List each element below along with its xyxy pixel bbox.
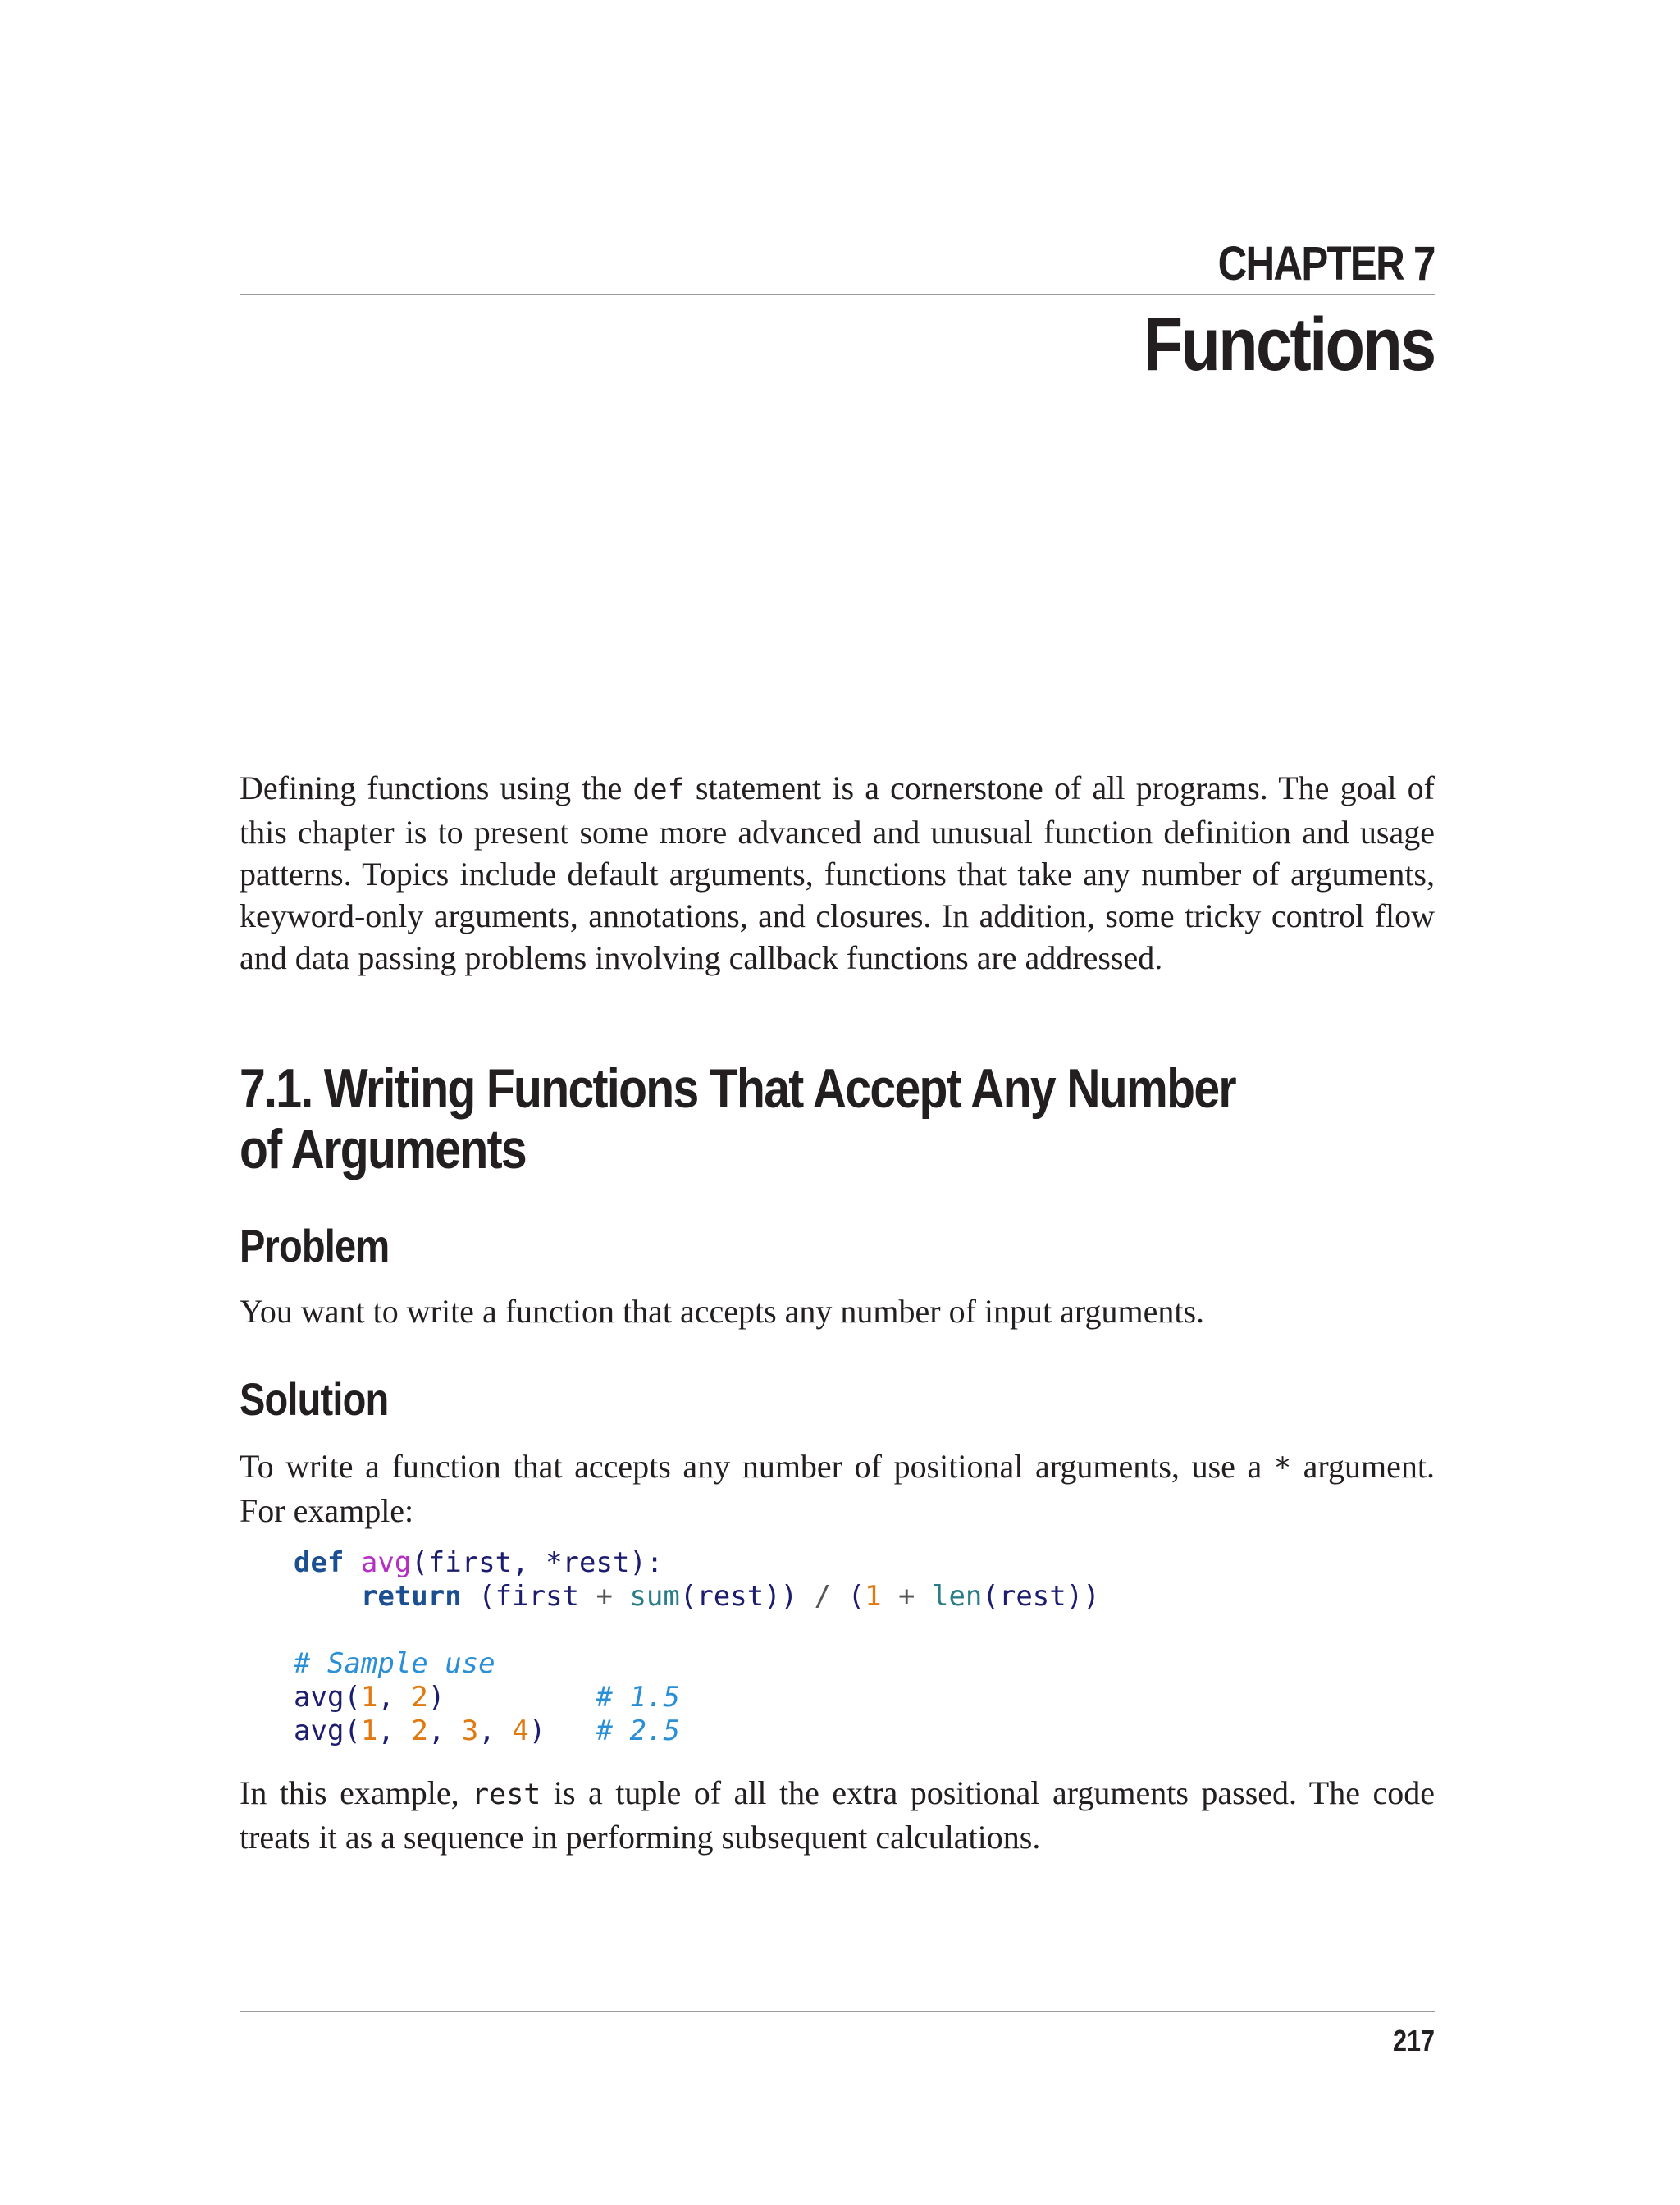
chapter-label: CHAPTER 7 <box>1217 237 1435 290</box>
code-number-one: 1 <box>865 1580 882 1613</box>
code-call1-pad <box>445 1681 596 1714</box>
code-call2-arg3: 3 <box>461 1714 479 1747</box>
intro-text-start: Defining functions using the <box>240 769 633 806</box>
code-comment-sample: # Sample use <box>294 1647 495 1680</box>
code-call1-arg2: 2 <box>411 1681 428 1714</box>
code-call2-pad <box>546 1714 596 1747</box>
code-call2-sep2: , <box>427 1714 462 1747</box>
code-operator-plus: + <box>596 1580 613 1613</box>
code-operator-plus2: + <box>881 1580 932 1613</box>
code-line-call1 <box>294 1681 680 1714</box>
chapter-title: Functions <box>1144 303 1435 386</box>
code-call2-sep3: , <box>478 1714 513 1747</box>
solution-heading: Solution <box>240 1373 389 1425</box>
page-number: 217 <box>1392 2024 1435 2057</box>
code-call1-prefix: avg( <box>294 1681 361 1714</box>
code-line-def <box>294 1546 663 1579</box>
solution-text-end: argument. For example: <box>240 1448 1435 1529</box>
code-call2-comment: # 2.5 <box>596 1714 680 1747</box>
code-line-return <box>294 1580 1100 1613</box>
code-call2-arg4: 4 <box>512 1714 529 1747</box>
code-call2-arg1: 1 <box>360 1714 378 1747</box>
code-builtin-len: len <box>931 1580 983 1613</box>
code-call2-arg2: 2 <box>411 1714 428 1747</box>
code-return-close: (rest)) <box>982 1580 1100 1613</box>
problem-paragraph: You want to write a function that accepts any number of input arguments. <box>240 1293 1205 1330</box>
intro-inline-code: def <box>632 774 685 806</box>
chapter-rule <box>240 294 1435 295</box>
code-line-call2 <box>294 1714 680 1747</box>
code-call1-arg1: 1 <box>360 1681 378 1714</box>
code-keyword-def: def <box>294 1546 345 1579</box>
code-call1-suffix: ) <box>427 1681 445 1714</box>
code-call1-comment: # 1.5 <box>596 1681 680 1714</box>
code-builtin-sum: sum <box>612 1580 680 1613</box>
problem-heading: Problem <box>240 1220 390 1271</box>
code-example <box>294 1546 1100 1748</box>
section-heading: 7.1. Writing Functions That Accept Any Number of Arguments <box>240 1057 1235 1180</box>
code-call2-sep1: , <box>377 1714 412 1747</box>
intro-paragraph <box>240 767 1435 979</box>
code-return-mid: (rest)) <box>679 1580 815 1613</box>
code-function-name: avg <box>360 1546 412 1579</box>
solution-text-start: To write a function that accepts any number of positional arguments, use a <box>240 1448 1274 1485</box>
solution-inline-code: * <box>1273 1452 1292 1485</box>
code-call1-sep: , <box>377 1681 412 1714</box>
explanation-text-end: is a tuple of all the extra positional arguments passed. The code treats it as a sequence in performing subsequent calculations. <box>240 1774 1435 1856</box>
code-indent <box>294 1580 361 1613</box>
intro-text-end: statement is a cornerstone of all programs. The goal of this chapter is to present some more advanced and unusual function definition and usage patterns. Topics include default arguments, functions that take any number of arguments, keyword-only arguments, annotations, and closures. In addition, some tricky control flow and data passing problems involving callback functions are addressed. <box>240 769 1435 976</box>
code-operator-divide: / <box>814 1580 832 1613</box>
code-call2-suffix: ) <box>528 1714 546 1747</box>
code-return-open2: ( <box>831 1580 865 1613</box>
footer-rule <box>240 2011 1435 2012</box>
explanation-paragraph <box>240 1772 1435 1858</box>
code-params: (first, *rest): <box>411 1546 664 1579</box>
explanation-text-start: In this example, <box>240 1774 472 1811</box>
code-keyword-return: return <box>360 1580 462 1613</box>
code-return-open: (first <box>461 1580 596 1613</box>
code-call2-prefix: avg( <box>294 1714 361 1747</box>
solution-paragraph <box>240 1445 1435 1532</box>
explanation-inline-code: rest <box>472 1778 541 1811</box>
